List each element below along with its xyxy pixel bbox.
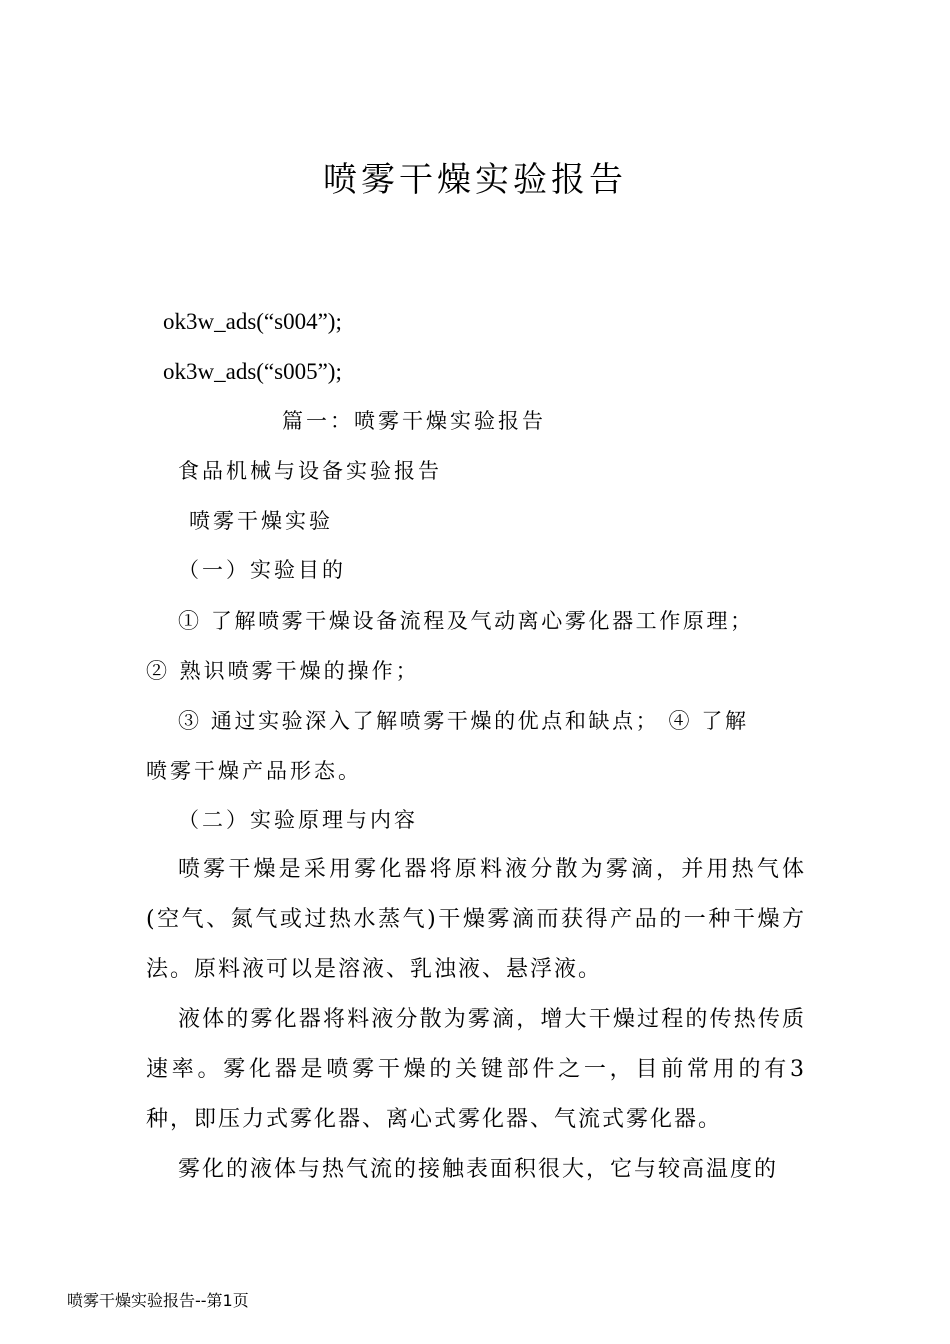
code-line-2: ok3w_ads(“s005”); <box>163 359 342 384</box>
paragraph-2: 液体的雾化器将料液分散为雾滴，增大干燥过程的传热传质速率。雾化器是喷雾干燥的关键部件之一，目前常用的有3种，即压力式雾化器、离心式雾化器、气流式雾化器。 <box>146 1007 806 1132</box>
heading-principle: （二）实验原理与内容 <box>178 808 418 832</box>
purpose-item-3-4: ③ 通过实验深入了解喷雾干燥的优点和缺点； ④ 了解 <box>178 709 749 733</box>
page-title: 喷雾干燥实验报告 <box>323 160 627 200</box>
report-name: 食品机械与设备实验报告 <box>178 459 442 483</box>
code-line-1: ok3w_ads(“s004”); <box>163 309 342 334</box>
section-heading: 篇一：喷雾干燥实验报告 <box>282 409 546 433</box>
purpose-item-2: ② 熟识喷雾干燥的操作； <box>146 659 420 683</box>
page-footer: 喷雾干燥实验报告--第1页 <box>67 1291 249 1310</box>
experiment-name: 喷雾干燥实验 <box>189 509 333 533</box>
paragraph-3: 雾化的液体与热气流的接触表面积很大，它与较高温度的 <box>178 1157 779 1182</box>
heading-purpose: （一）实验目的 <box>178 558 346 582</box>
purpose-item-1: ① 了解喷雾干燥设备流程及气动离心雾化器工作原理； <box>178 609 754 633</box>
purpose-item-4-cont: 喷雾干燥产品形态。 <box>146 759 362 783</box>
paragraph-1: 喷雾干燥是采用雾化器将原料液分散为雾滴，并用热气体(空气、氮气或过热水蒸气)干燥雾滴而获得产品的一种干燥方法。原料液可以是溶液、乳浊液、悬浮液。 <box>146 857 806 982</box>
